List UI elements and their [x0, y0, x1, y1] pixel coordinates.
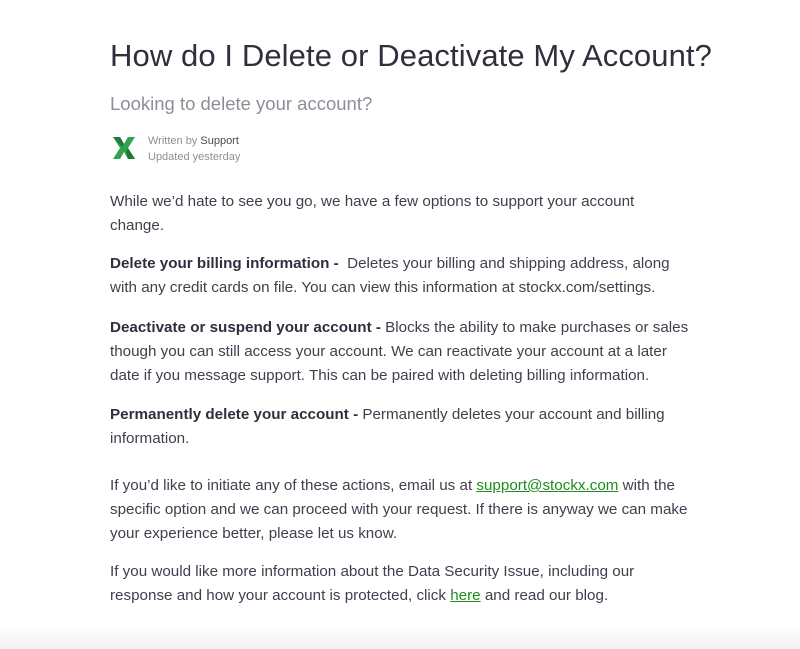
option-label: Deactivate or suspend your account -: [110, 319, 381, 336]
option-label: Delete your billing information -: [110, 255, 339, 272]
option-text: Deletes your billing and shipping address, along with any credit cards on file. You can view this information at stockx.com/settings.: [110, 255, 670, 296]
option-text: Blocks the ability to make purchases or sales though you can still access your account. We can reactivate your account at a later date if you message support. This can be paired with deleting billing information.: [110, 319, 689, 384]
written-by-prefix: Written by: [148, 135, 201, 147]
security-text-after: and read our blog.: [480, 587, 609, 604]
intro-paragraph: While we’d hate to see you go, we have a few options to support your account change.: [110, 193, 635, 234]
article-title: How do I Delete or Deactivate My Account?: [110, 38, 712, 73]
option-paragraph-billing: [110, 252, 690, 300]
contact-text-after: with the specific option and we can proceed with your request. If there is anyway we can make your experience better, please let us know.: [110, 477, 688, 542]
security-text-before: If you would like more information about the Data Security Issue, including our response and how your account is protected, click: [110, 563, 635, 604]
author-text: [148, 133, 240, 165]
contact-text-before: If you’d like to initiate any of these actions, email us at: [110, 477, 477, 494]
contact-paragraph: [110, 474, 700, 546]
option-paragraph-deactivate: [110, 316, 700, 388]
written-by-line: [148, 133, 240, 149]
blog-here-link[interactable]: here: [450, 587, 481, 604]
author-info: [110, 132, 410, 166]
security-paragraph: [110, 560, 670, 608]
option-paragraph-delete: [110, 403, 670, 451]
updated-timestamp: Updated yesterday: [148, 151, 241, 163]
option-label: Permanently delete your account -: [110, 406, 359, 423]
footer-shade: [0, 627, 800, 649]
author-name[interactable]: Support: [200, 135, 239, 147]
stockx-x-logo-icon: [110, 134, 138, 162]
article-subtitle: Looking to delete your account?: [110, 93, 373, 114]
support-email-link[interactable]: support@stockx.com: [476, 477, 619, 494]
option-text: Permanently deletes your account and billing information.: [110, 406, 665, 447]
